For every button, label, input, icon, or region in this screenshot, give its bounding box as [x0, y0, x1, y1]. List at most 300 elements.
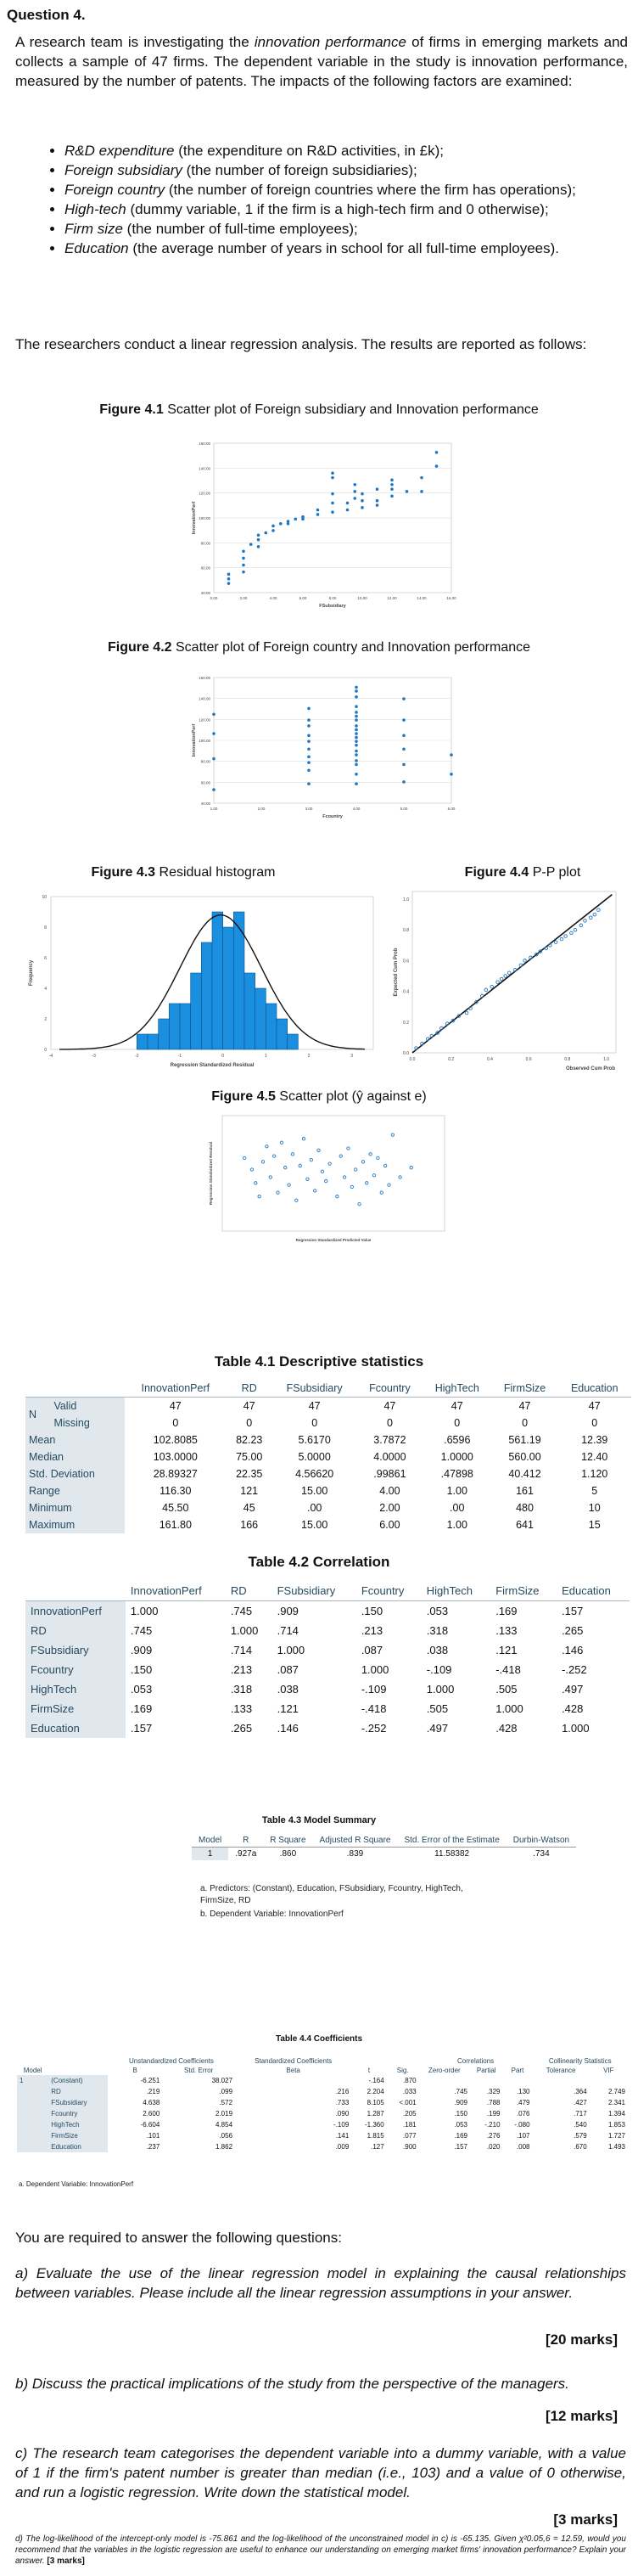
scatter-point	[271, 529, 275, 532]
table-cell: 641	[516, 1519, 534, 1531]
scatter-point	[287, 520, 290, 523]
table-cell: 0	[172, 1417, 179, 1429]
x-tick-label: 6.00	[299, 596, 307, 600]
scatter-point	[227, 577, 231, 581]
table-cell: 161.80	[159, 1519, 192, 1531]
x-tick-label: 4.00	[269, 596, 277, 600]
table-cell: .909	[454, 2099, 467, 2106]
fig41-caption: Figure 4.1 Scatter plot of Foreign subsidiary and Innovation performance	[99, 402, 539, 417]
x-tick-label: 16.00	[446, 596, 456, 600]
y-tick-label: 6	[44, 956, 47, 961]
scatter-point	[355, 773, 358, 776]
table-cell: .130	[516, 2088, 530, 2095]
x-tick-label: 0.2	[448, 1057, 455, 1062]
table-cell: 1.00	[446, 1485, 467, 1497]
column-header: FSubsidiary	[272, 1581, 356, 1601]
table-cell: -.109	[361, 1683, 387, 1696]
model-cell	[17, 2119, 48, 2130]
factor-name: Foreign country	[64, 182, 165, 198]
x-tick-label: 2.00	[239, 596, 248, 600]
blank-header	[351, 2056, 418, 2066]
scatter-point	[355, 686, 358, 689]
table-row	[17, 2086, 628, 2097]
group-header: Collinearity Statistics	[548, 2057, 612, 2065]
table-row	[25, 1679, 630, 1699]
y-tick-label: 0.2	[403, 1020, 409, 1026]
scatter-point	[307, 761, 311, 764]
scatter-point	[242, 549, 245, 553]
column-header: VIF	[603, 2067, 614, 2074]
table-cell: .146	[562, 1644, 584, 1656]
table41-title: Table 4.1 Descriptive statistics	[214, 1353, 424, 1370]
table-cell: .670	[574, 2143, 587, 2151]
table-cell: .053	[454, 2121, 467, 2129]
row-label: Minimum	[25, 1499, 125, 1516]
intro-emphasis: innovation performance	[254, 34, 406, 50]
row-label: (Constant)	[48, 2075, 108, 2086]
table-cell: .714	[230, 1644, 253, 1656]
column-header	[48, 2066, 108, 2075]
table-cell: .169	[130, 1702, 153, 1715]
table-cell: 0	[246, 1417, 253, 1429]
question-c: c) The research team categorises the dependent variable into a dummy variable, with a value of 1 if the firm's patent number is greater than median (i.e., 103) and a value of 0 otherwise, and run a logistic regression. Write down the statistical model.	[15, 2445, 626, 2500]
table-cell: <.001	[399, 2099, 417, 2106]
table-cell: 45.50	[162, 1502, 189, 1514]
scatter-point	[355, 732, 358, 735]
y-tick-label: 40.00	[200, 801, 210, 806]
table-cell: .497	[562, 1683, 584, 1696]
column-header: Zero-order	[428, 2067, 461, 2074]
row-label: Education	[48, 2141, 108, 2152]
table-cell: .714	[277, 1624, 299, 1637]
table-row	[25, 1516, 631, 1533]
table-row	[25, 1482, 631, 1499]
scatter-point	[353, 497, 356, 500]
table-cell: .056	[219, 2132, 233, 2140]
table44-title: Table 4.4 Coefficients	[275, 2034, 363, 2044]
table-cell: .087	[277, 1663, 299, 1676]
scatter-point	[264, 532, 267, 535]
factor-desc: (the average number of years in school for all full-time employees).	[128, 240, 560, 256]
histogram-bar	[288, 1034, 299, 1049]
fig45-chart	[193, 1111, 456, 1253]
scatter-point	[307, 768, 311, 772]
table-cell: -.164	[368, 2077, 384, 2084]
row-label: FSubsidiary	[25, 1640, 126, 1660]
table-cell: .717	[574, 2110, 587, 2118]
fig45-caption: Figure 4.5 Scatter plot (ŷ against e)	[211, 1089, 427, 1104]
table-cell	[590, 2075, 628, 2086]
scatter-point	[390, 487, 394, 491]
scatter-point	[257, 538, 260, 542]
table-cell: 0	[311, 1417, 318, 1429]
x-axis-label: Observed Cum Prob	[565, 1066, 616, 1071]
table-cell: .150	[130, 1663, 153, 1676]
x-tick-label: 14.00	[417, 596, 427, 600]
table-row	[25, 1640, 630, 1660]
scatter-point	[307, 756, 311, 759]
table-cell: .505	[495, 1683, 518, 1696]
table-cell: .572	[219, 2099, 233, 2106]
y-axis-label: InnovationPerf	[192, 723, 197, 757]
table-cell: 1	[192, 1848, 228, 1861]
scatter-point	[361, 506, 364, 509]
table-header-row	[17, 2066, 628, 2075]
table-cell: 4.56620	[295, 1468, 334, 1480]
histogram-bar	[255, 988, 266, 1049]
table-cell: 22.35	[236, 1468, 263, 1480]
row-label: InnovationPerf	[25, 1601, 126, 1622]
table-cell: 12.39	[581, 1434, 608, 1446]
question-d: d) The log-likelihood of the intercept-only model is -75.861 and the log-likelihood of the unconstrained model in c) is -65.135. Given χ²0.05,6 = 12.59, would you recommend that the variables in the logistic regression are useful to enhance our understanding on emerging market firms' innovation performance? Explain your answer.	[15, 2534, 626, 2566]
scatter-point	[212, 788, 215, 791]
column-header: R	[228, 1834, 263, 1848]
table-cell: .150	[454, 2110, 467, 2118]
scatter-point	[402, 697, 406, 700]
table-row	[25, 1398, 631, 1415]
scatter-point	[435, 464, 439, 468]
x-tick-label: 1	[264, 1054, 267, 1059]
table-cell: .427	[574, 2099, 587, 2106]
table-cell: .6596	[444, 1434, 471, 1446]
histogram-bar	[137, 1034, 148, 1049]
table-cell: 45	[243, 1502, 255, 1514]
column-header: Part	[511, 2067, 524, 2074]
table-cell: 2.00	[379, 1502, 400, 1514]
model-cell	[17, 2086, 48, 2097]
coefficients-table	[17, 2056, 628, 2152]
table-cell: 561.19	[508, 1434, 541, 1446]
y-tick-label: 120.00	[199, 717, 210, 723]
y-tick-label: 0.0	[403, 1051, 409, 1056]
table-row	[25, 1621, 630, 1640]
table-cell: .318	[426, 1624, 449, 1637]
scatter-point	[301, 515, 305, 519]
row-label: N	[25, 1398, 50, 1432]
y-tick-label: 40.00	[200, 591, 210, 595]
row-label: Fcountry	[48, 2108, 108, 2119]
table-cell: .497	[426, 1722, 449, 1735]
scatter-point	[450, 753, 453, 756]
scatter-point	[361, 499, 364, 503]
y-tick-label: 80.00	[200, 541, 210, 546]
table-row	[25, 1431, 631, 1448]
table-cell: -6.604	[140, 2121, 160, 2129]
x-tick-label: 0	[221, 1054, 225, 1059]
y-tick-label: 120.00	[199, 491, 210, 496]
question-title: Question 4.	[7, 7, 86, 23]
table-cell: -.210	[484, 2121, 501, 2129]
y-tick-label: 0	[44, 1048, 47, 1053]
marks-b: [12 marks]	[545, 2408, 618, 2424]
table-row	[17, 2108, 628, 2119]
table-cell: 0	[591, 1417, 598, 1429]
scatter-point	[406, 490, 409, 493]
table-cell: 15	[588, 1519, 601, 1531]
table-cell: .909	[130, 1644, 153, 1656]
scatter-point	[361, 492, 364, 496]
table-cell: .745	[230, 1605, 253, 1617]
table-cell: 1.000	[426, 1683, 455, 1696]
row-sublabel: Valid	[50, 1398, 124, 1415]
table-cell: 1.727	[607, 2132, 625, 2140]
scatter-point	[376, 499, 379, 503]
table-cell: .788	[486, 2099, 501, 2106]
scatter-point	[353, 490, 356, 493]
histogram-bar	[212, 912, 223, 1049]
scatter-point	[355, 740, 358, 743]
x-tick-label: 10.00	[357, 596, 367, 600]
table-cell: .00	[450, 1502, 465, 1514]
table-row	[25, 1415, 631, 1431]
scatter-point	[402, 718, 406, 722]
table-cell: .276	[486, 2132, 501, 2140]
table-cell: .579	[574, 2132, 587, 2140]
factor-desc: (the expenditure on R&D activities, in £k);	[174, 143, 444, 159]
scatter-point	[353, 483, 356, 487]
table-cell: .157	[562, 1605, 584, 1617]
table-cell: 0	[522, 1417, 529, 1429]
column-header: Partial	[476, 2067, 496, 2074]
histogram-bar	[148, 1034, 159, 1049]
row-label: Mean	[25, 1431, 125, 1448]
table-cell: 1.000	[130, 1605, 159, 1617]
table-cell: 82.23	[236, 1434, 263, 1446]
table-cell: 47	[518, 1400, 531, 1412]
y-tick-label: 60.00	[200, 780, 210, 785]
table-cell: .216	[335, 2088, 350, 2095]
x-tick-label: -2	[135, 1054, 139, 1059]
table-cell: .505	[426, 1702, 449, 1715]
table-cell: 4.0000	[373, 1451, 406, 1463]
table-cell: .870	[403, 2077, 417, 2084]
table-cell: 1.394	[607, 2110, 625, 2118]
question-a: a) Evaluate the use of the linear regression model in explaining the causal relationships between variables. Please include all the linear regression assumptions in your answer.	[15, 2265, 626, 2301]
column-header: Sig.	[396, 2067, 409, 2074]
fig42-caption: Figure 4.2 Scatter plot of Foreign country and Innovation performance	[107, 640, 531, 655]
x-tick-label: 0.6	[525, 1057, 532, 1062]
scatter-point	[242, 557, 245, 560]
table-cell: 1.000	[230, 1624, 259, 1637]
table-cell: .860	[279, 1849, 297, 1859]
model-summary-table	[192, 1834, 576, 1860]
column-header: Model	[23, 2067, 42, 2074]
table-cell: .265	[230, 1722, 253, 1735]
group-header-row	[17, 2056, 628, 2066]
table-cell: 47	[588, 1400, 601, 1412]
question-d-wrap	[15, 2534, 626, 2574]
table-cell: 38.027	[211, 2077, 233, 2084]
table-cell: 1.000	[495, 1702, 523, 1715]
table-header-row	[25, 1581, 630, 1601]
factor-name: Firm size	[64, 221, 123, 237]
table-cell: 47	[383, 1400, 396, 1412]
table-cell: .909	[277, 1605, 299, 1617]
y-tick-label: 0.6	[403, 959, 409, 965]
model-cell: 1	[17, 2075, 48, 2086]
scatter-point	[331, 492, 334, 496]
table-cell: 47	[243, 1400, 255, 1412]
y-tick-label: 140.00	[199, 696, 210, 701]
table-cell: .265	[562, 1624, 584, 1637]
table-cell: .157	[130, 1722, 153, 1735]
table-cell: .133	[495, 1624, 518, 1637]
table-cell: .47898	[440, 1468, 473, 1480]
factor-desc: (the number of foreign countries where the firm has operations);	[165, 182, 576, 198]
row-sublabel: Missing	[50, 1415, 124, 1431]
table-cell: -6.251	[140, 2077, 160, 2084]
table-cell: 4.854	[215, 2121, 233, 2129]
table-cell: .169	[454, 2132, 467, 2140]
histogram-bar	[201, 942, 212, 1049]
x-tick-label: 1.0	[603, 1057, 610, 1062]
table-cell: .076	[516, 2110, 530, 2118]
table-row	[25, 1465, 631, 1482]
scatter-point	[257, 545, 260, 548]
factor-item	[64, 141, 638, 160]
table-cell	[503, 2075, 533, 2086]
table-row	[17, 2119, 628, 2130]
table-cell: .141	[335, 2132, 350, 2140]
table-row	[25, 1718, 630, 1738]
table-cell: .329	[486, 2088, 501, 2095]
table-cell: .146	[277, 1722, 299, 1735]
column-header: HighTech	[423, 1380, 492, 1398]
column-header: Std. Error of the Estimate	[397, 1834, 506, 1848]
table-cell: 1.000	[277, 1644, 305, 1656]
model-cell	[17, 2130, 48, 2141]
scatter-point	[227, 573, 231, 577]
table-cell: .127	[371, 2143, 384, 2151]
column-header: Durbin-Watson	[506, 1834, 576, 1848]
column-header: RD	[226, 1581, 272, 1601]
table-row	[17, 2075, 628, 2086]
histogram-bar	[244, 973, 255, 1049]
scatter-point	[402, 763, 406, 767]
table-cell: .038	[426, 1644, 449, 1656]
table-cell: .150	[361, 1605, 383, 1617]
table-cell: .133	[230, 1702, 253, 1715]
table-cell: 3.7872	[373, 1434, 406, 1446]
x-tick-label: 12.00	[387, 596, 397, 600]
x-axis-label: Regression Standardized Residual	[170, 1063, 255, 1068]
scatter-point	[242, 564, 245, 567]
factor-desc: (the number of foreign subsidiaries);	[182, 162, 417, 178]
row-label: Range	[25, 1482, 125, 1499]
scatter-point	[307, 718, 311, 722]
table-cell: .033	[403, 2088, 417, 2095]
model-note-b: b. Dependent Variable: InnovationPerf	[200, 1910, 344, 1919]
table-cell: 10	[588, 1502, 601, 1514]
scatter-point	[257, 534, 260, 537]
table-cell: 166	[240, 1519, 259, 1531]
scatter-point	[390, 483, 394, 487]
x-tick-label: 3.00	[305, 807, 313, 811]
scatter-point	[307, 724, 311, 728]
table-cell: 47	[451, 1400, 463, 1412]
table-cell: 161	[516, 1485, 534, 1497]
scatter-point	[355, 705, 358, 708]
table-cell: .237	[146, 2143, 160, 2151]
column-header: Adjusted R Square	[313, 1834, 398, 1848]
column-header: FirmSize	[492, 1380, 558, 1398]
table-cell: 5.6170	[298, 1434, 331, 1446]
table-cell: .205	[403, 2110, 417, 2118]
scatter-point	[355, 718, 358, 722]
x-tick-label: 2	[307, 1054, 311, 1059]
row-label: Maximum	[25, 1516, 125, 1533]
table-cell: 121	[240, 1485, 259, 1497]
x-tick-label: 0.4	[486, 1057, 493, 1062]
table-cell: 1.0000	[440, 1451, 473, 1463]
scatter-point	[402, 780, 406, 784]
coef-note: a. Dependent Variable: InnovationPerf	[19, 2180, 134, 2188]
y-tick-label: 1.0	[403, 897, 409, 903]
table-cell: 0	[454, 1417, 461, 1429]
table-row	[25, 1660, 630, 1679]
model-cell	[17, 2097, 48, 2108]
row-label: Median	[25, 1448, 125, 1465]
table-cell: 0	[386, 1417, 393, 1429]
table-cell: 1.287	[367, 2110, 384, 2118]
table-cell: 1.120	[581, 1468, 608, 1480]
row-label: FirmSize	[25, 1699, 126, 1718]
scatter-point	[450, 773, 453, 776]
factor-desc: (dummy variable, 1 if the firm is a high-tech firm and 0 otherwise);	[126, 201, 549, 217]
fig43-caption: Figure 4.3 Residual histogram	[91, 865, 276, 880]
intro-paragraph: A research team is investigating the innovation performance of firms in emerging markets and collects a sample of 47 firms. The dependent variable in the study is innovation performance, measured by the number of patents. The impacts of the following factors are examined:	[15, 34, 628, 89]
table-cell: 102.8085	[153, 1434, 198, 1446]
row-label: HighTech	[25, 1679, 126, 1699]
analysis-paragraph: The researchers conduct a linear regression analysis. The results are reported as follows:	[15, 336, 587, 352]
scatter-point	[346, 502, 350, 505]
row-label: FSubsidiary	[48, 2097, 108, 2108]
correlation-table	[25, 1581, 630, 1738]
fig41-chart	[180, 435, 462, 613]
table-cell: 11.58382	[434, 1849, 470, 1859]
y-axis-label: InnovationPerf	[192, 501, 197, 535]
factor-item	[64, 180, 638, 200]
table-cell: .169	[495, 1605, 518, 1617]
table-cell: .101	[146, 2132, 160, 2140]
table-cell: 2.204	[367, 2088, 384, 2095]
row-label: Fcountry	[25, 1660, 126, 1679]
table-cell: 12.40	[581, 1451, 608, 1463]
table-cell: .213	[230, 1663, 253, 1676]
scatter-point	[212, 757, 215, 761]
table-cell: 2.341	[607, 2099, 625, 2106]
table-cell: .00	[306, 1502, 322, 1514]
y-tick-label: 160.00	[199, 676, 210, 680]
scatter-point	[227, 582, 231, 585]
table-cell: .213	[361, 1624, 383, 1637]
table-cell: .479	[516, 2099, 530, 2106]
table-cell: .428	[495, 1722, 518, 1735]
scatter-point	[279, 522, 283, 526]
question-b: b) Discuss the practical implications of the study from the perspective of the managers.	[15, 2376, 569, 2392]
y-tick-label: 140.00	[199, 466, 210, 471]
column-header: t	[367, 2067, 371, 2074]
x-tick-label: 1.00	[210, 807, 218, 811]
scatter-point	[355, 695, 358, 699]
scatter-point	[355, 736, 358, 740]
table-row	[25, 1448, 631, 1465]
table-cell: 1.493	[607, 2143, 625, 2151]
table-cell: -.252	[562, 1663, 587, 1676]
scatter-point	[355, 763, 358, 767]
table-cell: 8.105	[367, 2099, 384, 2106]
table-cell: 6.00	[379, 1519, 400, 1531]
